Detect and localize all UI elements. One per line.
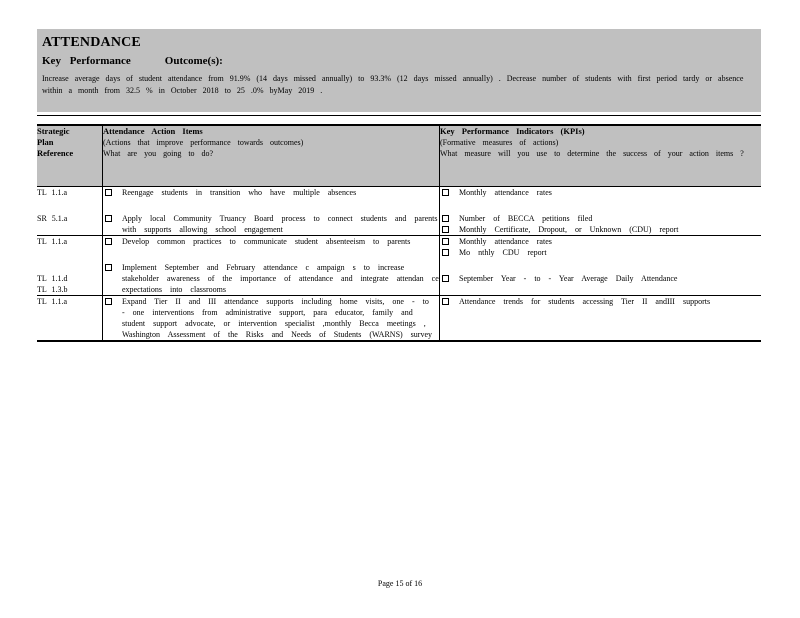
kpi-item: Monthly attendance rates <box>440 236 761 247</box>
action-cell <box>103 296 440 342</box>
header-col1-line: Strategic <box>37 126 70 136</box>
action-item: Expand Tier II and III attendance supports including home visits, one - to - one interventions from administrative support, para educator, family and student support advocate, or intervention specialist ,monthly Becca meetings , Washington Assessment of the Risks and Needs of Students (WARNS) survey <box>103 296 439 340</box>
action-item: Implement September and February attendance c ampaign s to increase stakeholder awareness of the importance of attendance and integrate attendan ce expectations into classrooms <box>103 262 439 295</box>
plan-reference: TL 1.3.b <box>37 285 68 294</box>
kpo-heading <box>42 55 756 67</box>
table-row <box>37 296 761 342</box>
checkbox-icon <box>442 238 449 245</box>
checkbox-icon <box>105 298 112 305</box>
action-item: Reengage students in transition who have multiple absences <box>103 187 439 198</box>
kpi-item: Attendance trends for students accessing Tier II andIII supports <box>440 296 761 307</box>
kpi-item: September Year - to - Year Average Daily Attendance <box>440 273 761 284</box>
checkbox-icon <box>105 215 112 222</box>
page-number: Page 15 of 16 <box>377 579 423 588</box>
header-strategic-plan <box>37 125 103 187</box>
plan-reference: TL 1.1.a <box>37 297 68 306</box>
ref-cell <box>37 187 103 236</box>
header-action-items <box>103 125 440 187</box>
kpi-item: Number of BECCA petitions filed <box>440 213 761 224</box>
plan-reference: SR 5.1.a <box>37 214 68 223</box>
checkbox-icon <box>442 215 449 222</box>
plan-reference: TL 1.1.d <box>37 274 68 283</box>
outcome-label: Outcome(s): <box>164 55 223 67</box>
header-col1-line: Reference <box>37 148 74 158</box>
action-item: Apply local Community Truancy Board process to connect students and parents with supports allowing school engagement <box>103 213 439 235</box>
plan-reference: TL 1.1.a <box>37 237 68 246</box>
header-col2-sub: What are you going to do? <box>103 149 214 158</box>
checkbox-icon <box>105 238 112 245</box>
header-kpis <box>440 125 762 187</box>
plan-reference: TL 1.1.a <box>37 188 68 197</box>
kpi-item: Mo nthly CDU report <box>440 247 761 258</box>
kpi-cell <box>440 187 762 236</box>
checkbox-icon <box>442 249 449 256</box>
action-item: Develop common practices to communicate student absenteeism to parents <box>103 236 439 247</box>
kpi-item: Monthly Certificate, Dropout, or Unknown (CDU) report <box>440 224 761 235</box>
action-plan-table <box>37 124 761 342</box>
section-title: ATTENDANCE <box>42 35 141 50</box>
header-col3-sub: (Formative measures of actions) <box>440 138 559 147</box>
checkbox-icon <box>442 226 449 233</box>
header-col1-line: Plan <box>37 137 54 147</box>
action-cell <box>103 187 440 236</box>
table-row <box>37 236 761 296</box>
header-col2-sub: (Actions that improve performance towards outcomes) <box>103 138 304 147</box>
kpi-cell <box>440 296 762 342</box>
kpo-label: Key Performance <box>42 55 131 67</box>
kpi-item: Monthly attendance rates <box>440 187 761 198</box>
table-header-row <box>37 125 761 187</box>
header-col3-title: Key Performance Indicators (KPIs) <box>440 126 585 136</box>
ref-cell <box>37 296 103 342</box>
divider <box>37 115 761 116</box>
attendance-banner <box>37 29 761 112</box>
table-row <box>37 187 761 236</box>
checkbox-icon <box>442 298 449 305</box>
action-cell <box>103 236 440 296</box>
checkbox-icon <box>105 189 112 196</box>
header-col3-sub: What measure will you use to determine the success of your action items ? <box>440 149 744 158</box>
ref-cell <box>37 236 103 296</box>
header-col2-title: Attendance Action Items <box>103 126 203 136</box>
kpi-cell <box>440 236 762 296</box>
checkbox-icon <box>442 189 449 196</box>
checkbox-icon <box>442 275 449 282</box>
outcome-summary: Increase average days of student attendance from 91.9% (14 days missed annually) to 93.3% (12 days missed annually) . Decrease number of students with first period tardy or absence within a month from 32.5 % in October 2018 to 25 .0% byMay 2019 . <box>42 74 744 95</box>
checkbox-icon <box>105 264 112 271</box>
